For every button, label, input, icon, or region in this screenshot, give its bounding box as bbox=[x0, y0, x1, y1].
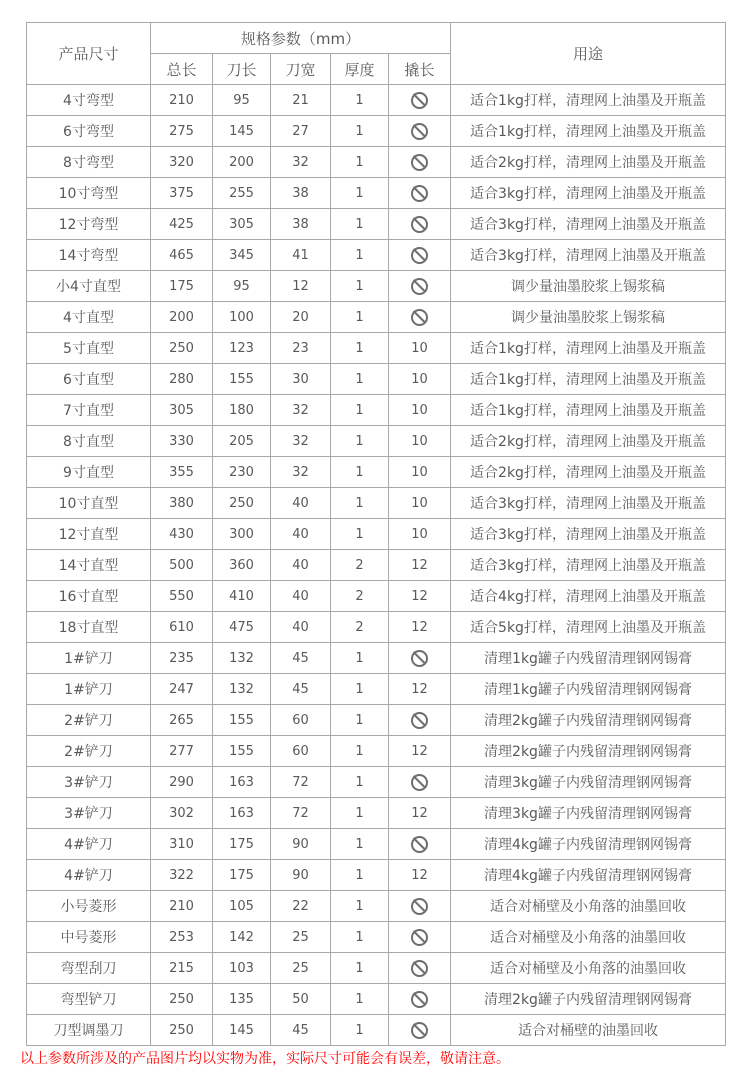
blade-length-cell: 135 bbox=[213, 984, 271, 1015]
product-size-cell: 8寸直型 bbox=[27, 426, 151, 457]
usage-cell: 调少量油墨胶浆上锡浆稿 bbox=[451, 271, 726, 302]
blade-length-cell: 300 bbox=[213, 519, 271, 550]
product-size-cell: 刀型调墨刀 bbox=[27, 1015, 151, 1046]
blade-length-cell: 205 bbox=[213, 426, 271, 457]
total-length-cell: 322 bbox=[151, 860, 213, 891]
prohibited-icon bbox=[411, 309, 428, 326]
blade-length-cell: 132 bbox=[213, 674, 271, 705]
thickness-cell: 1 bbox=[331, 85, 389, 116]
total-length-cell: 465 bbox=[151, 240, 213, 271]
prohibited-icon bbox=[411, 929, 428, 946]
blade-width-cell: 40 bbox=[271, 550, 331, 581]
thickness-cell: 1 bbox=[331, 364, 389, 395]
thickness-cell: 1 bbox=[331, 891, 389, 922]
product-size-cell: 8寸弯型 bbox=[27, 147, 151, 178]
blade-width-cell: 32 bbox=[271, 147, 331, 178]
product-size-cell: 中号菱形 bbox=[27, 922, 151, 953]
table-row bbox=[27, 953, 726, 984]
pry-length-cell bbox=[389, 271, 451, 302]
usage-cell: 适合1kg打样，清理网上油墨及开瓶盖 bbox=[451, 85, 726, 116]
total-length-cell: 355 bbox=[151, 457, 213, 488]
prohibited-icon bbox=[411, 278, 428, 295]
table-row bbox=[27, 581, 726, 612]
product-size-cell: 3#铲刀 bbox=[27, 767, 151, 798]
usage-cell: 清理2kg罐子内残留清理钢网锡膏 bbox=[451, 736, 726, 767]
blade-width-cell: 12 bbox=[271, 271, 331, 302]
blade-length-cell: 175 bbox=[213, 860, 271, 891]
product-spec-table bbox=[26, 22, 726, 1046]
usage-cell: 适合2kg打样，清理网上油墨及开瓶盖 bbox=[451, 457, 726, 488]
table-row bbox=[27, 488, 726, 519]
total-length-cell: 305 bbox=[151, 395, 213, 426]
usage-cell: 适合5kg打样，清理网上油墨及开瓶盖 bbox=[451, 612, 726, 643]
blade-width-cell: 21 bbox=[271, 85, 331, 116]
blade-length-cell: 145 bbox=[213, 116, 271, 147]
table-row bbox=[27, 271, 726, 302]
thickness-cell: 1 bbox=[331, 457, 389, 488]
product-size-cell: 小号菱形 bbox=[27, 891, 151, 922]
blade-width-cell: 32 bbox=[271, 395, 331, 426]
pry-length-cell bbox=[389, 829, 451, 860]
thickness-cell: 1 bbox=[331, 798, 389, 829]
thickness-cell: 1 bbox=[331, 674, 389, 705]
thickness-cell: 1 bbox=[331, 116, 389, 147]
product-size-cell: 弯型刮刀 bbox=[27, 953, 151, 984]
total-length-cell: 310 bbox=[151, 829, 213, 860]
product-size-cell: 1#铲刀 bbox=[27, 674, 151, 705]
pry-length-cell bbox=[389, 116, 451, 147]
prohibited-icon bbox=[411, 836, 428, 853]
thickness-cell: 1 bbox=[331, 426, 389, 457]
usage-cell: 清理1kg罐子内残留清理钢网锡膏 bbox=[451, 674, 726, 705]
product-size-cell: 1#铲刀 bbox=[27, 643, 151, 674]
thickness-cell: 2 bbox=[331, 550, 389, 581]
total-length-cell: 235 bbox=[151, 643, 213, 674]
product-size-cell: 4#铲刀 bbox=[27, 860, 151, 891]
table-header bbox=[27, 23, 726, 85]
header-usage: 用途 bbox=[451, 23, 726, 85]
pry-length-cell: 10 bbox=[389, 364, 451, 395]
thickness-cell: 1 bbox=[331, 302, 389, 333]
total-length-cell: 375 bbox=[151, 178, 213, 209]
prohibited-icon bbox=[411, 991, 428, 1008]
total-length-cell: 275 bbox=[151, 116, 213, 147]
blade-length-cell: 123 bbox=[213, 333, 271, 364]
table-row bbox=[27, 922, 726, 953]
pry-length-cell: 10 bbox=[389, 426, 451, 457]
pry-length-cell: 10 bbox=[389, 333, 451, 364]
thickness-cell: 1 bbox=[331, 767, 389, 798]
blade-length-cell: 180 bbox=[213, 395, 271, 426]
product-size-cell: 4寸弯型 bbox=[27, 85, 151, 116]
thickness-cell: 1 bbox=[331, 829, 389, 860]
prohibited-icon bbox=[411, 960, 428, 977]
blade-width-cell: 40 bbox=[271, 612, 331, 643]
total-length-cell: 280 bbox=[151, 364, 213, 395]
pry-length-cell bbox=[389, 209, 451, 240]
thickness-cell: 1 bbox=[331, 1015, 389, 1046]
total-length-cell: 200 bbox=[151, 302, 213, 333]
usage-cell: 适合3kg打样，清理网上油墨及开瓶盖 bbox=[451, 519, 726, 550]
product-size-cell: 4#铲刀 bbox=[27, 829, 151, 860]
usage-cell: 适合2kg打样，清理网上油墨及开瓶盖 bbox=[451, 147, 726, 178]
pry-length-cell: 12 bbox=[389, 550, 451, 581]
blade-length-cell: 175 bbox=[213, 829, 271, 860]
usage-cell: 调少量油墨胶浆上锡浆稿 bbox=[451, 302, 726, 333]
blade-width-cell: 60 bbox=[271, 736, 331, 767]
pry-length-cell: 10 bbox=[389, 519, 451, 550]
prohibited-icon bbox=[411, 216, 428, 233]
usage-cell: 适合1kg打样，清理网上油墨及开瓶盖 bbox=[451, 333, 726, 364]
product-size-cell: 14寸直型 bbox=[27, 550, 151, 581]
table-row bbox=[27, 240, 726, 271]
thickness-cell: 1 bbox=[331, 953, 389, 984]
blade-length-cell: 155 bbox=[213, 705, 271, 736]
product-size-cell: 14寸弯型 bbox=[27, 240, 151, 271]
table-row bbox=[27, 736, 726, 767]
thickness-cell: 1 bbox=[331, 178, 389, 209]
prohibited-icon bbox=[411, 92, 428, 109]
pry-length-cell bbox=[389, 240, 451, 271]
product-size-cell: 6寸弯型 bbox=[27, 116, 151, 147]
blade-length-cell: 103 bbox=[213, 953, 271, 984]
table-row bbox=[27, 426, 726, 457]
total-length-cell: 175 bbox=[151, 271, 213, 302]
blade-width-cell: 20 bbox=[271, 302, 331, 333]
blade-width-cell: 41 bbox=[271, 240, 331, 271]
total-length-cell: 277 bbox=[151, 736, 213, 767]
blade-length-cell: 250 bbox=[213, 488, 271, 519]
blade-width-cell: 40 bbox=[271, 488, 331, 519]
product-size-cell: 2#铲刀 bbox=[27, 705, 151, 736]
blade-length-cell: 305 bbox=[213, 209, 271, 240]
blade-width-cell: 90 bbox=[271, 860, 331, 891]
blade-length-cell: 163 bbox=[213, 767, 271, 798]
table-row bbox=[27, 457, 726, 488]
total-length-cell: 250 bbox=[151, 984, 213, 1015]
pry-length-cell bbox=[389, 85, 451, 116]
pry-length-cell: 12 bbox=[389, 798, 451, 829]
blade-length-cell: 360 bbox=[213, 550, 271, 581]
pry-length-cell: 12 bbox=[389, 860, 451, 891]
total-length-cell: 210 bbox=[151, 85, 213, 116]
total-length-cell: 247 bbox=[151, 674, 213, 705]
product-size-cell: 10寸弯型 bbox=[27, 178, 151, 209]
table-row bbox=[27, 550, 726, 581]
table-row bbox=[27, 178, 726, 209]
prohibited-icon bbox=[411, 154, 428, 171]
blade-length-cell: 105 bbox=[213, 891, 271, 922]
total-length-cell: 302 bbox=[151, 798, 213, 829]
blade-length-cell: 95 bbox=[213, 271, 271, 302]
total-length-cell: 290 bbox=[151, 767, 213, 798]
pry-length-cell bbox=[389, 922, 451, 953]
product-size-cell: 10寸直型 bbox=[27, 488, 151, 519]
blade-width-cell: 72 bbox=[271, 767, 331, 798]
prohibited-icon bbox=[411, 712, 428, 729]
usage-cell: 适合1kg打样，清理网上油墨及开瓶盖 bbox=[451, 395, 726, 426]
pry-length-cell bbox=[389, 891, 451, 922]
product-size-cell: 6寸直型 bbox=[27, 364, 151, 395]
table-row bbox=[27, 612, 726, 643]
pry-length-cell bbox=[389, 147, 451, 178]
pry-length-cell: 10 bbox=[389, 395, 451, 426]
blade-width-cell: 45 bbox=[271, 643, 331, 674]
thickness-cell: 1 bbox=[331, 922, 389, 953]
total-length-cell: 250 bbox=[151, 333, 213, 364]
blade-width-cell: 38 bbox=[271, 209, 331, 240]
total-length-cell: 265 bbox=[151, 705, 213, 736]
usage-cell: 适合3kg打样，清理网上油墨及开瓶盖 bbox=[451, 240, 726, 271]
blade-length-cell: 230 bbox=[213, 457, 271, 488]
usage-cell: 清理4kg罐子内残留清理钢网锡膏 bbox=[451, 829, 726, 860]
table-row bbox=[27, 364, 726, 395]
table-row bbox=[27, 85, 726, 116]
table-body bbox=[27, 85, 726, 1046]
blade-length-cell: 163 bbox=[213, 798, 271, 829]
table-row bbox=[27, 302, 726, 333]
blade-length-cell: 142 bbox=[213, 922, 271, 953]
product-size-cell: 16寸直型 bbox=[27, 581, 151, 612]
usage-cell: 清理4kg罐子内残留清理钢网锡膏 bbox=[451, 860, 726, 891]
blade-width-cell: 23 bbox=[271, 333, 331, 364]
total-length-cell: 500 bbox=[151, 550, 213, 581]
total-length-cell: 320 bbox=[151, 147, 213, 178]
blade-width-cell: 25 bbox=[271, 922, 331, 953]
pry-length-cell bbox=[389, 643, 451, 674]
table-row bbox=[27, 798, 726, 829]
thickness-cell: 1 bbox=[331, 333, 389, 364]
thickness-cell: 1 bbox=[331, 984, 389, 1015]
table-row bbox=[27, 333, 726, 364]
usage-cell: 适合4kg打样，清理网上油墨及开瓶盖 bbox=[451, 581, 726, 612]
thickness-cell: 1 bbox=[331, 271, 389, 302]
table-row bbox=[27, 643, 726, 674]
table-row bbox=[27, 519, 726, 550]
usage-cell: 适合3kg打样，清理网上油墨及开瓶盖 bbox=[451, 488, 726, 519]
usage-cell: 清理3kg罐子内残留清理钢网锡膏 bbox=[451, 798, 726, 829]
usage-cell: 适合对桶壁及小角落的油墨回收 bbox=[451, 953, 726, 984]
blade-width-cell: 50 bbox=[271, 984, 331, 1015]
blade-width-cell: 32 bbox=[271, 426, 331, 457]
blade-width-cell: 38 bbox=[271, 178, 331, 209]
blade-length-cell: 345 bbox=[213, 240, 271, 271]
blade-width-cell: 45 bbox=[271, 1015, 331, 1046]
pry-length-cell: 10 bbox=[389, 457, 451, 488]
blade-width-cell: 72 bbox=[271, 798, 331, 829]
thickness-cell: 2 bbox=[331, 612, 389, 643]
header-blade-width: 刀宽 bbox=[271, 54, 331, 85]
blade-length-cell: 100 bbox=[213, 302, 271, 333]
total-length-cell: 550 bbox=[151, 581, 213, 612]
product-size-cell: 18寸直型 bbox=[27, 612, 151, 643]
blade-width-cell: 22 bbox=[271, 891, 331, 922]
pry-length-cell bbox=[389, 302, 451, 333]
total-length-cell: 215 bbox=[151, 953, 213, 984]
blade-width-cell: 45 bbox=[271, 674, 331, 705]
prohibited-icon bbox=[411, 123, 428, 140]
usage-cell: 清理1kg罐子内残留清理钢网锡膏 bbox=[451, 643, 726, 674]
table-row bbox=[27, 891, 726, 922]
product-size-cell: 9寸直型 bbox=[27, 457, 151, 488]
blade-width-cell: 32 bbox=[271, 457, 331, 488]
thickness-cell: 1 bbox=[331, 736, 389, 767]
usage-cell: 适合1kg打样，清理网上油墨及开瓶盖 bbox=[451, 364, 726, 395]
usage-cell: 清理2kg罐子内残留清理钢网锡膏 bbox=[451, 984, 726, 1015]
product-size-cell: 4寸直型 bbox=[27, 302, 151, 333]
total-length-cell: 330 bbox=[151, 426, 213, 457]
product-size-cell: 5寸直型 bbox=[27, 333, 151, 364]
usage-cell: 适合3kg打样，清理网上油墨及开瓶盖 bbox=[451, 550, 726, 581]
usage-cell: 适合2kg打样，清理网上油墨及开瓶盖 bbox=[451, 426, 726, 457]
thickness-cell: 1 bbox=[331, 395, 389, 426]
pry-length-cell bbox=[389, 178, 451, 209]
usage-cell: 适合3kg打样，清理网上油墨及开瓶盖 bbox=[451, 209, 726, 240]
pry-length-cell bbox=[389, 767, 451, 798]
blade-length-cell: 132 bbox=[213, 643, 271, 674]
table-row bbox=[27, 1015, 726, 1046]
header-product-size: 产品尺寸 bbox=[27, 23, 151, 85]
thickness-cell: 1 bbox=[331, 209, 389, 240]
thickness-cell: 1 bbox=[331, 519, 389, 550]
table-row bbox=[27, 767, 726, 798]
total-length-cell: 253 bbox=[151, 922, 213, 953]
pry-length-cell bbox=[389, 953, 451, 984]
total-length-cell: 210 bbox=[151, 891, 213, 922]
blade-width-cell: 40 bbox=[271, 581, 331, 612]
product-size-cell: 弯型铲刀 bbox=[27, 984, 151, 1015]
table-row bbox=[27, 209, 726, 240]
blade-length-cell: 155 bbox=[213, 364, 271, 395]
product-size-cell: 3#铲刀 bbox=[27, 798, 151, 829]
pry-length-cell bbox=[389, 705, 451, 736]
header-spec-group: 规格参数（mm） bbox=[151, 23, 451, 54]
usage-cell: 清理2kg罐子内残留清理钢网锡膏 bbox=[451, 705, 726, 736]
header-blade-length: 刀长 bbox=[213, 54, 271, 85]
header-pry-length: 撬长 bbox=[389, 54, 451, 85]
usage-cell: 适合3kg打样，清理网上油墨及开瓶盖 bbox=[451, 178, 726, 209]
product-size-cell: 2#铲刀 bbox=[27, 736, 151, 767]
table-row bbox=[27, 829, 726, 860]
blade-width-cell: 25 bbox=[271, 953, 331, 984]
pry-length-cell: 12 bbox=[389, 736, 451, 767]
blade-width-cell: 30 bbox=[271, 364, 331, 395]
product-size-cell: 小4寸直型 bbox=[27, 271, 151, 302]
thickness-cell: 1 bbox=[331, 488, 389, 519]
thickness-cell: 1 bbox=[331, 147, 389, 178]
pry-length-cell: 10 bbox=[389, 488, 451, 519]
prohibited-icon bbox=[411, 650, 428, 667]
usage-cell: 适合1kg打样，清理网上油墨及开瓶盖 bbox=[451, 116, 726, 147]
pry-length-cell: 12 bbox=[389, 674, 451, 705]
prohibited-icon bbox=[411, 774, 428, 791]
total-length-cell: 380 bbox=[151, 488, 213, 519]
table-row bbox=[27, 395, 726, 426]
blade-length-cell: 155 bbox=[213, 736, 271, 767]
product-size-cell: 7寸直型 bbox=[27, 395, 151, 426]
usage-cell: 适合对桶壁及小角落的油墨回收 bbox=[451, 922, 726, 953]
disclaimer-note: 以上参数所涉及的产品图片均以实物为准，实际尺寸可能会有误差，敬请注意。 bbox=[20, 1051, 510, 1067]
total-length-cell: 430 bbox=[151, 519, 213, 550]
pry-length-cell: 12 bbox=[389, 581, 451, 612]
blade-width-cell: 27 bbox=[271, 116, 331, 147]
table-row bbox=[27, 116, 726, 147]
total-length-cell: 610 bbox=[151, 612, 213, 643]
product-size-cell: 12寸直型 bbox=[27, 519, 151, 550]
blade-length-cell: 475 bbox=[213, 612, 271, 643]
header-thickness: 厚度 bbox=[331, 54, 389, 85]
header-total-length: 总长 bbox=[151, 54, 213, 85]
prohibited-icon bbox=[411, 1022, 428, 1039]
pry-length-cell bbox=[389, 984, 451, 1015]
prohibited-icon bbox=[411, 185, 428, 202]
blade-width-cell: 40 bbox=[271, 519, 331, 550]
usage-cell: 清理3kg罐子内残留清理钢网锡膏 bbox=[451, 767, 726, 798]
table-row bbox=[27, 984, 726, 1015]
usage-cell: 适合对桶壁的油墨回收 bbox=[451, 1015, 726, 1046]
prohibited-icon bbox=[411, 247, 428, 264]
thickness-cell: 1 bbox=[331, 705, 389, 736]
prohibited-icon bbox=[411, 898, 428, 915]
blade-width-cell: 60 bbox=[271, 705, 331, 736]
thickness-cell: 2 bbox=[331, 581, 389, 612]
table-row bbox=[27, 674, 726, 705]
usage-cell: 适合对桶壁及小角落的油墨回收 bbox=[451, 891, 726, 922]
thickness-cell: 1 bbox=[331, 240, 389, 271]
blade-length-cell: 410 bbox=[213, 581, 271, 612]
total-length-cell: 425 bbox=[151, 209, 213, 240]
blade-length-cell: 200 bbox=[213, 147, 271, 178]
blade-length-cell: 95 bbox=[213, 85, 271, 116]
blade-width-cell: 90 bbox=[271, 829, 331, 860]
pry-length-cell: 12 bbox=[389, 612, 451, 643]
blade-length-cell: 145 bbox=[213, 1015, 271, 1046]
table-row bbox=[27, 860, 726, 891]
total-length-cell: 250 bbox=[151, 1015, 213, 1046]
thickness-cell: 1 bbox=[331, 860, 389, 891]
table-row bbox=[27, 705, 726, 736]
table-row bbox=[27, 147, 726, 178]
blade-length-cell: 255 bbox=[213, 178, 271, 209]
product-size-cell: 12寸弯型 bbox=[27, 209, 151, 240]
thickness-cell: 1 bbox=[331, 643, 389, 674]
pry-length-cell bbox=[389, 1015, 451, 1046]
